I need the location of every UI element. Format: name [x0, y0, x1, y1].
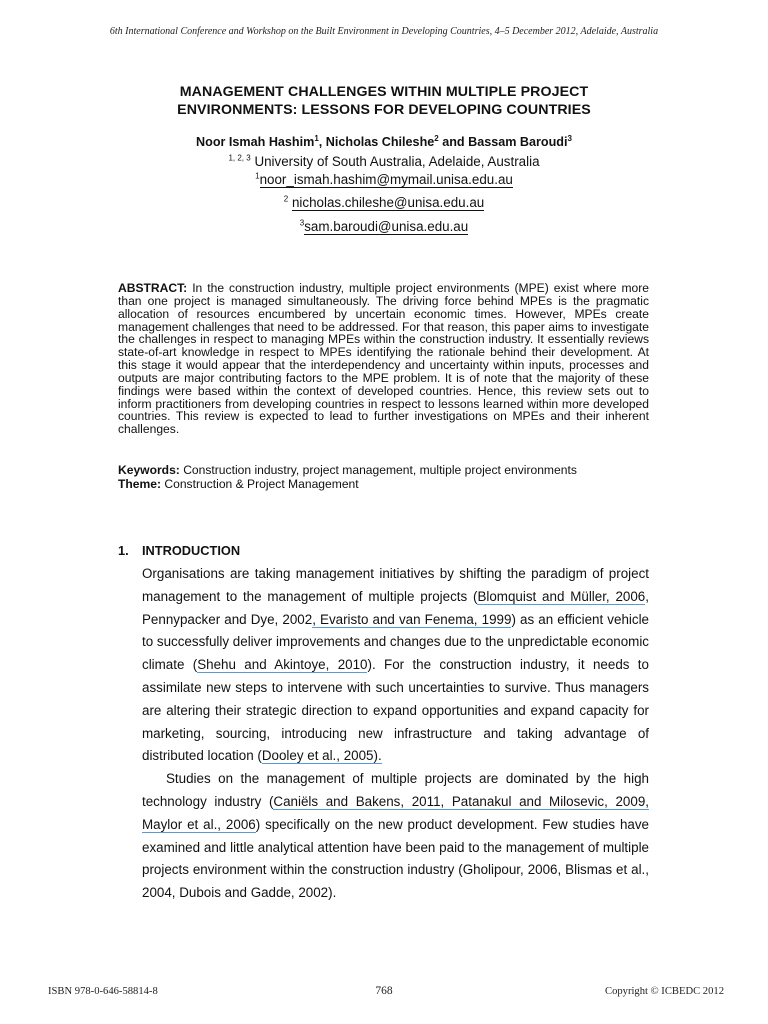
- paragraph: [142, 563, 649, 768]
- paragraph-text: Organisations are taking management initiatives by shifting the paradigm of project management to the management of multiple projects (: [142, 566, 649, 604]
- citation-link[interactable]: Blomquist and Müller, 2006: [477, 588, 646, 604]
- email-superscript: 2: [283, 194, 289, 204]
- email-link[interactable]: noor_ismah.hashim@mymail.unisa.edu.au: [259, 172, 513, 187]
- paper-title-line-1: MANAGEMENT CHALLENGES WITHIN MULTIPLE PROJECT: [179, 84, 589, 100]
- keywords-text: Construction industry, project management, multiple project environments: [179, 463, 577, 477]
- email-link[interactable]: nicholas.chileshe@unisa.edu.au: [291, 195, 485, 210]
- theme: [118, 478, 649, 492]
- email-superscript: 3: [299, 218, 305, 228]
- author-name: Nicholas Chileshe: [325, 135, 435, 149]
- author-name: Bassam Baroudi: [468, 135, 568, 149]
- section-heading: [118, 543, 240, 558]
- abstract: [118, 282, 649, 436]
- keywords: [118, 464, 649, 478]
- page-number: 768: [375, 985, 393, 997]
- paragraph: [142, 768, 649, 905]
- paragraph-text: ) as an efficient vehicle to successfully deliver improvements and changes due to the unpredictable economic climate (: [142, 611, 649, 673]
- keywords-block: [118, 464, 649, 491]
- citation-link[interactable]: Shehu and Akintoye, 2010: [197, 657, 368, 673]
- paragraph-text: Studies on the management of multiple projects are dominated by the high technology industry (: [142, 771, 649, 809]
- theme-label: Theme:: [118, 476, 162, 491]
- paragraph-text: ) specifically on the new product development. Few studies have examined and little analytical attention have been paid to the management of multiple projects environment within the construction industry (Gholipour, 2006, Blismas et al., 2004, Dubois and Gadde, 2002).: [142, 816, 649, 901]
- email-line: [0, 195, 768, 210]
- email-link[interactable]: sam.baroudi@unisa.edu.au: [304, 219, 469, 234]
- author-list: [0, 135, 768, 149]
- theme-text: Construction & Project Management: [161, 476, 359, 491]
- email-line: [0, 172, 768, 187]
- footer-isbn: ISBN 978-0-646-58814-8: [48, 986, 158, 997]
- section-number: 1.: [118, 543, 129, 558]
- section-body: [142, 563, 649, 905]
- citation-link[interactable]: Dooley et al., 2005).: [261, 748, 382, 764]
- author-superscript: 2: [434, 133, 439, 143]
- abstract-text: In the construction industry, multiple project environments (MPE) exist where more than one project is managed simultaneously. The driving force behind MPEs is the pragmatic allocation of resources encumbered by uncertain economic times. However, MPEs create management challenges that need to be addressed. For that reason, this paper aims to investigate the challenges in respect to managing MPEs within the construction industry. It essentially reviews state-of-art knowledge in respect to MPEs identifying the rationale behind their development. At this stage it would appear that the interdependency and uncertainty within inputs, processes and outputs are major contributing factors to the MPE problem. It is of note that the majority of these findings were based within the context of developed countries. Hence, this review sets out to inform practitioners from developing countries in respect to lessons learned within more developed countries. This review is expected to lead to further investigations on MPEs and their inherent challenges.: [118, 281, 649, 437]
- paper-title-line-2: ENVIRONMENTS: LESSONS FOR DEVELOPING COUNTRIES: [177, 102, 591, 118]
- paragraph-text: , Pennypacker and Dye, 2002: [142, 588, 649, 627]
- paper-title: [100, 83, 668, 119]
- citation-link[interactable]: , Evaristo and van Fenema, 1999: [312, 611, 512, 627]
- running-head: 6th International Conference and Workshop on the Built Environment in Developing Countries, 4–5 December 2012, Adelaide, Australia: [109, 26, 659, 37]
- abstract-label: ABSTRACT:: [118, 281, 188, 295]
- paragraph-text: ). For the construction industry, it needs to assimilate new steps to intervene with such uncertainties to survive. Thus managers are altering their strategic direction to expand opportunities and expand capacity for marketing, sourcing, introducing new infrastructure and taking advantage of distributed location (: [142, 657, 649, 764]
- footer-copyright: Copyright © ICBEDC 2012: [605, 986, 724, 997]
- email-superscript: 1: [255, 171, 260, 181]
- author-superscript: 1: [314, 133, 319, 143]
- citation-link[interactable]: Caniëls and Bakens, 2011, Patanakul and Milosevic, 2009, Maylor et al., 2006: [142, 793, 649, 832]
- author-superscript: 3: [567, 133, 572, 143]
- affiliation: [0, 154, 768, 169]
- affiliation-superscript: 1, 2, 3: [228, 153, 251, 163]
- keywords-label: Keywords:: [118, 463, 180, 477]
- author-name: Noor Ismah Hashim: [196, 135, 315, 149]
- section-title: INTRODUCTION: [142, 543, 241, 558]
- email-line: [0, 219, 768, 234]
- affiliation-text: University of South Australia, Adelaide, Australia: [254, 154, 540, 169]
- author-separator: and: [438, 135, 469, 149]
- author-separator: ,: [318, 135, 326, 149]
